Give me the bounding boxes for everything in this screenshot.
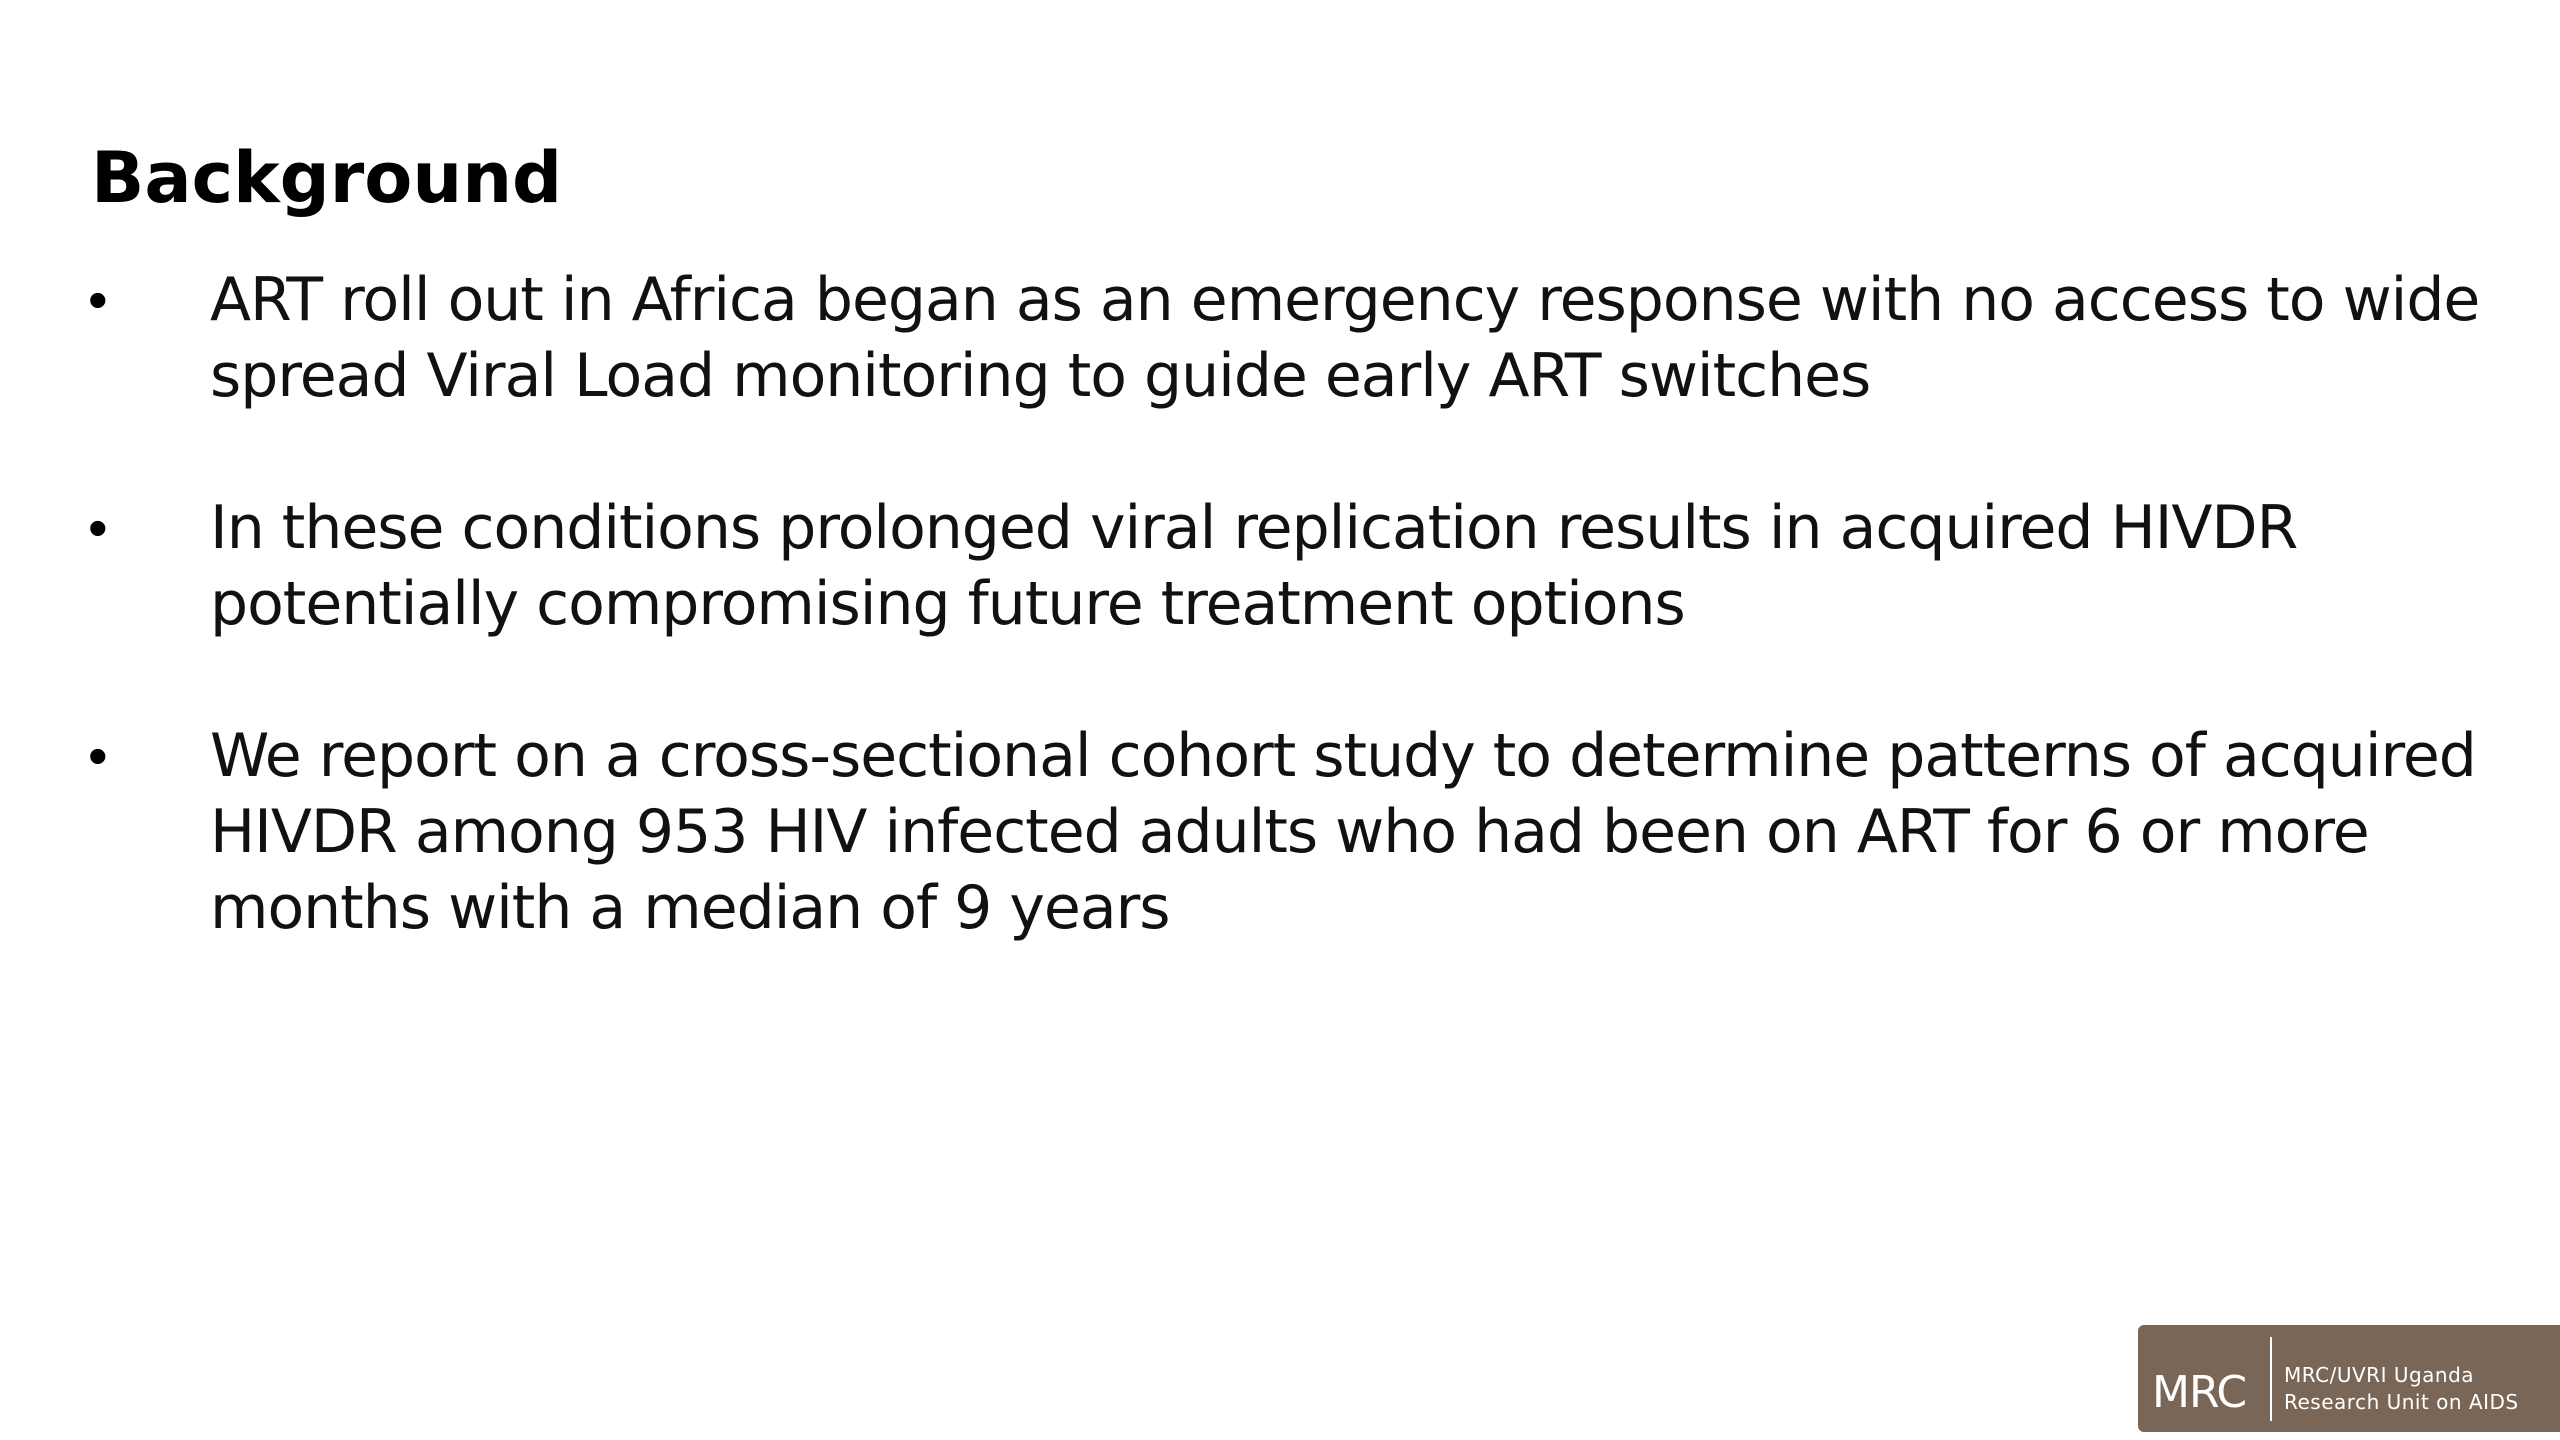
bullet-marker: • bbox=[88, 496, 108, 559]
bullet-marker: • bbox=[88, 724, 108, 787]
bullet-text: In these conditions prolonged viral replication results in acquired HIVDR potentially compromising future treatment options bbox=[210, 493, 2298, 639]
bullet-list bbox=[0, 262, 2560, 1022]
logo-line-2: Research Unit on AIDS bbox=[2284, 1389, 2519, 1414]
slide-title: Background bbox=[91, 137, 563, 219]
logo-divider bbox=[2270, 1337, 2272, 1421]
logo-text bbox=[2284, 1342, 2519, 1416]
bullet-text: ART roll out in Africa began as an emergency response with no access to wide spread Viral Load monitoring to guide early ART switches bbox=[210, 265, 2480, 411]
bullet-item bbox=[0, 490, 2560, 642]
bullet-item bbox=[0, 718, 2560, 946]
bullet-item bbox=[0, 262, 2560, 414]
logo-line-1: MRC/UVRI Uganda bbox=[2284, 1362, 2475, 1387]
bullet-marker: • bbox=[88, 268, 108, 331]
logo-mark: MRC bbox=[2152, 1367, 2247, 1418]
bullet-text: We report on a cross-sectional cohort study to determine patterns of acquired HIVDR among 953 HIV infected adults who had been on ART for 6 or more months with a median of 9 years bbox=[210, 721, 2476, 943]
mrc-logo bbox=[2138, 1325, 2560, 1432]
